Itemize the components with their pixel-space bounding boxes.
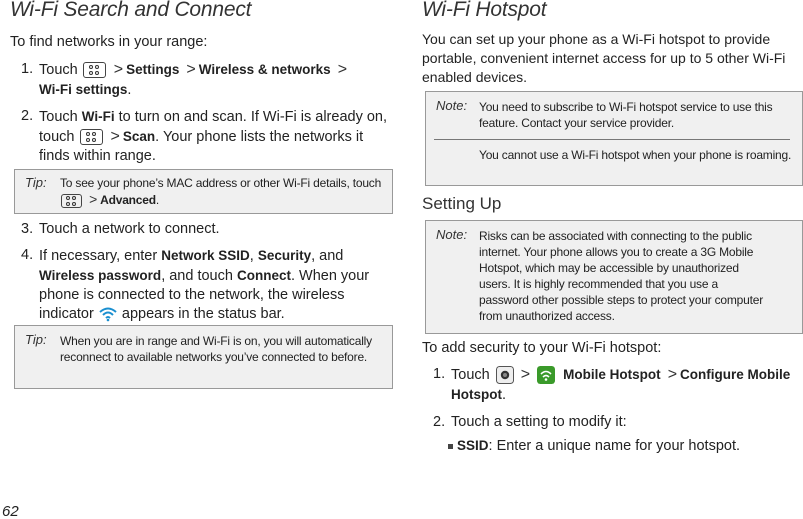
punctuation: . bbox=[502, 387, 507, 403]
advanced-label: Advanced bbox=[100, 193, 156, 207]
wireless-password-label: Wireless password bbox=[39, 268, 162, 283]
arrow-separator: > bbox=[520, 366, 531, 383]
tip-text bbox=[60, 175, 390, 208]
arrow-separator: > bbox=[186, 61, 196, 78]
section-heading-search: Wi-Fi Search and Connect bbox=[10, 0, 252, 21]
step-text: Touch a setting to modify it: bbox=[451, 414, 627, 430]
step-1 bbox=[10, 60, 393, 100]
note-text: You cannot use a Wi-Fi hotspot when your phone is roaming. bbox=[479, 148, 792, 162]
step-number: 3. bbox=[21, 221, 34, 237]
tip-box-mac-address bbox=[14, 169, 393, 214]
punctuation: , bbox=[249, 248, 254, 264]
punctuation: . bbox=[155, 193, 160, 207]
tip-box-reconnect bbox=[14, 325, 393, 389]
network-ssid-label: Network SSID bbox=[161, 248, 250, 263]
step-text: . When your phone is connected to the network, the wireless indicator bbox=[39, 268, 370, 322]
settings-label: Settings bbox=[126, 62, 180, 77]
tip-text: When you are in range and Wi-Fi is on, you will automatically reconnect to available networks you’ve connected to before. bbox=[60, 334, 372, 364]
step-text: Touch bbox=[39, 62, 78, 78]
intro-text-security: To add security to your Wi-Fi hotspot: bbox=[422, 340, 662, 356]
menu-icon bbox=[83, 62, 106, 78]
hotspot-step-2 bbox=[422, 413, 803, 432]
step-number: 1. bbox=[433, 366, 446, 382]
note-text: You need to subscribe to Wi-Fi hotspot service to use this feature. Contact your service provider. bbox=[479, 100, 773, 130]
punctuation: . bbox=[127, 82, 132, 98]
wifi-settings-label: Wi-Fi settings bbox=[39, 82, 128, 97]
note-label: Note: bbox=[436, 98, 468, 113]
configure-mobile-hotspot-label: Configure Mobile Hotspot bbox=[451, 367, 791, 402]
hotspot-app-icon bbox=[537, 366, 555, 384]
connect-label: Connect bbox=[236, 268, 291, 283]
wifi-icon bbox=[98, 306, 118, 322]
note-divider bbox=[434, 139, 790, 140]
wifi-label: Wi-Fi bbox=[81, 109, 115, 124]
subheading-setting-up: Setting Up bbox=[422, 194, 502, 213]
hotspot-step-1 bbox=[422, 365, 803, 405]
step-text: Touch a network to connect. bbox=[39, 221, 220, 237]
step-number: 2. bbox=[433, 414, 446, 430]
note-label: Note: bbox=[436, 227, 468, 242]
wireless-networks-label: Wireless & networks bbox=[198, 62, 331, 77]
note-box-subscription bbox=[425, 91, 803, 186]
step-text: Touch bbox=[451, 367, 490, 383]
step-number: 2. bbox=[21, 108, 34, 124]
note-text: Risks can be associated with connecting to the public internet. Your phone allows you to create a 3G Mobile Hotspot, which may be accessible by unauthorized users. It is highly recommended that you use a password other possible steps to protect your computer from unauthorized access. bbox=[479, 229, 764, 323]
step-text: If necessary, enter bbox=[39, 248, 158, 264]
arrow-separator: > bbox=[113, 61, 124, 78]
ssid-label: SSID bbox=[457, 438, 489, 453]
arrow-separator: > bbox=[667, 366, 678, 383]
tip-text-body: To see your phone’s MAC address or other Wi-Fi details, touch bbox=[60, 176, 382, 190]
scan-label: Scan bbox=[122, 129, 156, 144]
arrow-separator: > bbox=[110, 128, 120, 145]
bullet-marker bbox=[448, 444, 453, 449]
tip-label: Tip: bbox=[25, 175, 47, 190]
intro-text: You can set up your phone as a Wi-Fi hotspot to provide portable, convenient internet access for up to 5 other Wi-Fi enabled devices. bbox=[422, 31, 786, 85]
arrow-separator: > bbox=[337, 61, 348, 78]
step-text: . Your phone lists the networks it finds within range. bbox=[39, 129, 364, 164]
menu-icon bbox=[80, 129, 103, 145]
menu-icon bbox=[61, 194, 82, 208]
step-text: , and bbox=[311, 248, 344, 264]
step-text: appears in the status bar. bbox=[121, 306, 285, 322]
bullet-text: : Enter a unique name for your hotspot. bbox=[488, 438, 740, 454]
mobile-hotspot-label: Mobile Hotspot bbox=[563, 367, 661, 382]
step-2 bbox=[10, 107, 393, 166]
bullet-item-ssid bbox=[448, 436, 803, 456]
step-number: 4. bbox=[21, 247, 34, 263]
step-text: , and touch bbox=[161, 268, 233, 284]
step-text: Touch bbox=[39, 109, 78, 125]
step-4 bbox=[10, 246, 393, 324]
arrow-separator: > bbox=[89, 191, 98, 207]
page-number: 62 bbox=[2, 503, 19, 519]
step-number: 1. bbox=[21, 61, 34, 77]
intro-text: To find networks in your range: bbox=[10, 34, 208, 50]
note-box-risks bbox=[425, 220, 803, 334]
security-label: Security bbox=[257, 248, 312, 263]
step-text: to turn on and scan. If Wi-Fi is already on, touch bbox=[39, 109, 388, 145]
home-icon bbox=[496, 366, 514, 384]
tip-label: Tip: bbox=[25, 332, 47, 347]
section-heading-hotspot: Wi-Fi Hotspot bbox=[422, 0, 547, 21]
step-3 bbox=[10, 220, 393, 239]
